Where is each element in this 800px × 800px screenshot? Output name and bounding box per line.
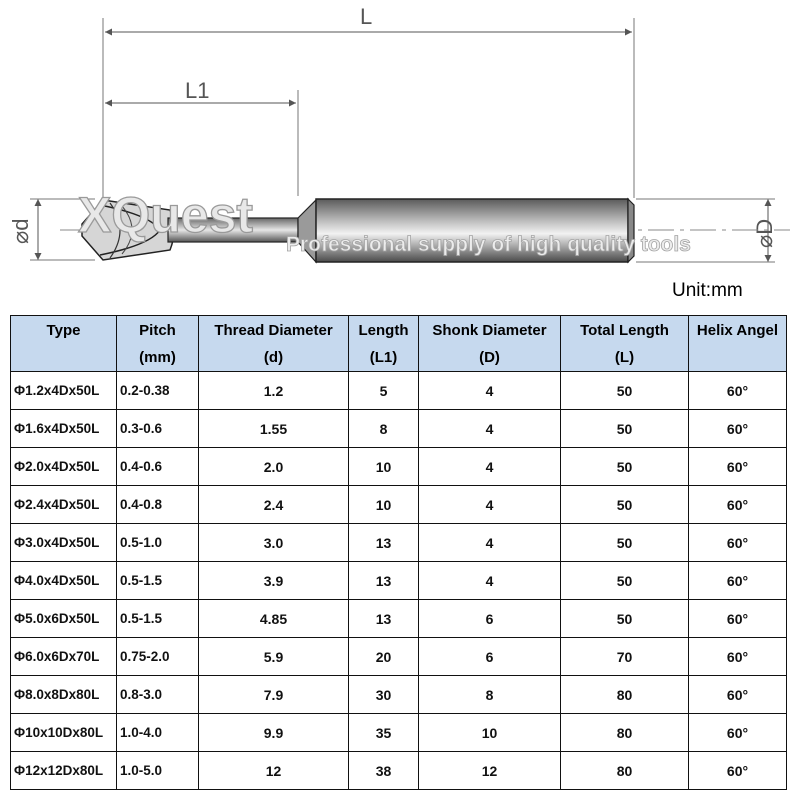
cell-shonk-diameter: 4 <box>419 372 561 410</box>
cell-type: Φ2.0x4Dx50L <box>11 448 117 486</box>
cell-shonk-diameter: 4 <box>419 524 561 562</box>
cell-pitch: 0.3-0.6 <box>117 410 199 448</box>
cell-thread-diameter: 4.85 <box>199 600 349 638</box>
cell-thread-diameter: 3.0 <box>199 524 349 562</box>
cell-pitch: 0.4-0.6 <box>117 448 199 486</box>
cell-length: 38 <box>349 752 419 790</box>
cell-type: Φ6.0x6Dx70L <box>11 638 117 676</box>
cell-type: Φ8.0x8Dx80L <box>11 676 117 714</box>
cell-helix-angel: 60° <box>689 752 787 790</box>
header-shonk-diameter: Shonk Diameter (D) <box>419 316 561 372</box>
cell-shonk-diameter: 6 <box>419 638 561 676</box>
table-row <box>11 752 787 790</box>
header-thread-diameter: Thread Diameter (d) <box>199 316 349 372</box>
cell-pitch: 0.4-0.8 <box>117 486 199 524</box>
table-row <box>11 410 787 448</box>
cell-pitch: 1.0-5.0 <box>117 752 199 790</box>
cell-shonk-diameter: 4 <box>419 562 561 600</box>
cell-pitch: 0.75-2.0 <box>117 638 199 676</box>
cell-thread-diameter: 2.0 <box>199 448 349 486</box>
cell-helix-angel: 60° <box>689 410 787 448</box>
cell-pitch: 0.5-1.5 <box>117 600 199 638</box>
table-row <box>11 600 787 638</box>
cell-shonk-diameter: 6 <box>419 600 561 638</box>
cell-pitch: 0.2-0.38 <box>117 372 199 410</box>
cell-pitch: 1.0-4.0 <box>117 714 199 752</box>
cell-type: Φ5.0x6Dx50L <box>11 600 117 638</box>
cell-length: 10 <box>349 448 419 486</box>
header-length: Length (L1) <box>349 316 419 372</box>
cell-helix-angel: 60° <box>689 448 787 486</box>
cell-thread-diameter: 1.2 <box>199 372 349 410</box>
watermark-tagline: Professional supply of high quality tools <box>286 233 691 256</box>
cell-shonk-diameter: 4 <box>419 410 561 448</box>
table-row <box>11 486 787 524</box>
cell-type: Φ1.2x4Dx50L <box>11 372 117 410</box>
cell-shonk-diameter: 4 <box>419 486 561 524</box>
cell-helix-angel: 60° <box>689 486 787 524</box>
dim-label-d: ⌀d <box>8 218 33 244</box>
cell-length: 30 <box>349 676 419 714</box>
dim-label-L: L <box>360 4 373 29</box>
cell-length: 8 <box>349 410 419 448</box>
cell-helix-angel: 60° <box>689 676 787 714</box>
cell-total-length: 50 <box>561 562 689 600</box>
cell-thread-diameter: 5.9 <box>199 638 349 676</box>
cell-helix-angel: 60° <box>689 714 787 752</box>
cell-total-length: 50 <box>561 524 689 562</box>
cell-thread-diameter: 12 <box>199 752 349 790</box>
table-header-row <box>11 316 787 372</box>
table-row <box>11 638 787 676</box>
cell-type: Φ10x10Dx80L <box>11 714 117 752</box>
cell-helix-angel: 60° <box>689 372 787 410</box>
cell-pitch: 0.5-1.5 <box>117 562 199 600</box>
cell-length: 13 <box>349 600 419 638</box>
table-row <box>11 562 787 600</box>
cell-pitch: 0.8-3.0 <box>117 676 199 714</box>
cell-type: Φ4.0x4Dx50L <box>11 562 117 600</box>
cell-total-length: 80 <box>561 714 689 752</box>
watermark-brand: XQuest <box>78 187 254 243</box>
cell-helix-angel: 60° <box>689 600 787 638</box>
cell-total-length: 50 <box>561 600 689 638</box>
tool-drawing <box>0 0 800 275</box>
cell-shonk-diameter: 4 <box>419 448 561 486</box>
cell-thread-diameter: 7.9 <box>199 676 349 714</box>
cell-total-length: 80 <box>561 676 689 714</box>
cell-total-length: 80 <box>561 752 689 790</box>
cell-length: 20 <box>349 638 419 676</box>
cell-total-length: 50 <box>561 448 689 486</box>
header-total-length: Total Length (L) <box>561 316 689 372</box>
table-row <box>11 676 787 714</box>
header-pitch: Pitch (mm) <box>117 316 199 372</box>
cell-thread-diameter: 1.55 <box>199 410 349 448</box>
cell-type: Φ2.4x4Dx50L <box>11 486 117 524</box>
header-type: Type <box>11 316 117 372</box>
cell-helix-angel: 60° <box>689 638 787 676</box>
dim-label-L1: L1 <box>185 78 210 103</box>
cell-type: Φ3.0x4Dx50L <box>11 524 117 562</box>
table-row <box>11 714 787 752</box>
cell-thread-diameter: 2.4 <box>199 486 349 524</box>
cell-length: 13 <box>349 562 419 600</box>
unit-label: Unit:mm <box>672 280 743 301</box>
cell-type: Φ1.6x4Dx50L <box>11 410 117 448</box>
dim-label-D: ⌀D <box>752 218 777 248</box>
cell-length: 10 <box>349 486 419 524</box>
cell-length: 35 <box>349 714 419 752</box>
table-row <box>11 372 787 410</box>
cell-helix-angel: 60° <box>689 524 787 562</box>
cell-length: 5 <box>349 372 419 410</box>
cell-total-length: 50 <box>561 486 689 524</box>
cell-shonk-diameter: 12 <box>419 752 561 790</box>
cell-shonk-diameter: 8 <box>419 676 561 714</box>
cell-total-length: 50 <box>561 410 689 448</box>
spec-table <box>10 315 787 790</box>
cell-length: 13 <box>349 524 419 562</box>
header-helix-angel: Helix Angel <box>689 316 787 372</box>
cell-total-length: 70 <box>561 638 689 676</box>
table-row <box>11 524 787 562</box>
cell-thread-diameter: 9.9 <box>199 714 349 752</box>
cell-shonk-diameter: 10 <box>419 714 561 752</box>
cell-type: Φ12x12Dx80L <box>11 752 117 790</box>
table-row <box>11 448 787 486</box>
cell-total-length: 50 <box>561 372 689 410</box>
cell-helix-angel: 60° <box>689 562 787 600</box>
cell-thread-diameter: 3.9 <box>199 562 349 600</box>
cell-pitch: 0.5-1.0 <box>117 524 199 562</box>
table-body <box>11 372 787 790</box>
